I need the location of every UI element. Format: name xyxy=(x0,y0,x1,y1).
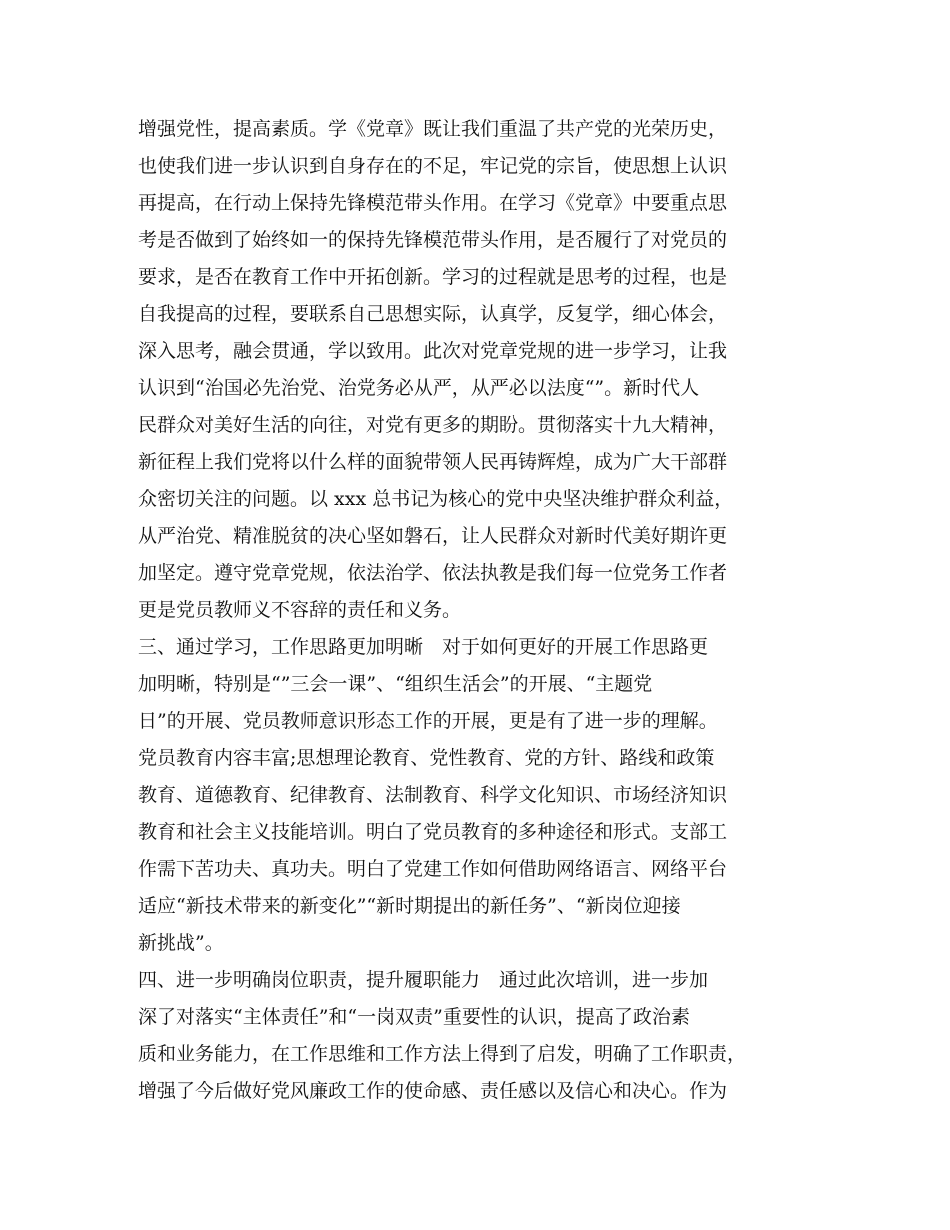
text-line: 自我提高的过程，要联系自己思想实际，认真学，反复学，细心体会， xyxy=(138,303,728,325)
text-line: 作需下苦功夫、真功夫。明白了党建工作如何借助网络语言、网络平台 xyxy=(138,858,728,880)
text-line: 教育和社会主义技能培训。明白了党员教育的多种途径和形式。支部工 xyxy=(138,821,728,843)
section-heading-3: 三、通过学习，工作思路更加明晰 对于如何更好的开展工作思路更 xyxy=(138,636,709,658)
text-line: 要求，是否在教育工作中开拓创新。学习的过程就是思考的过程，也是 xyxy=(138,266,728,288)
text-line: 加坚定。遵守党章党规，依法治学、依法执教是我们每一位党务工作者 xyxy=(138,562,728,584)
section-heading-4: 四、进一步明确岗位职责，提升履职能力 通过此次培训，进一步加 xyxy=(138,969,709,991)
text-line: 深入思考，融会贯通，学以致用。此次对党章党规的进一步学习，让我 xyxy=(138,340,728,362)
text-line: 民群众对美好生活的向往，对党有更多的期盼。贯彻落实十九大精神， xyxy=(138,414,728,436)
text-line: 深了对落实“主体责任”和“一岗双责”重要性的认识，提高了政治素 xyxy=(138,1006,690,1028)
text-line: 日”的开展、党员教师意识形态工作的开展，更是有了进一步的理解。 xyxy=(138,710,718,732)
text-line: 党员教育内容丰富;思想理论教育、党性教育、党的方针、路线和政策 xyxy=(138,747,715,769)
text-line: 认识到“治国必先治党、治党务必从严，从严必以法度“”。新时代人 xyxy=(138,377,700,399)
text-line: 从严治党、精准脱贫的决心坚如磐石，让人民群众对新时代美好期许更 xyxy=(138,525,728,547)
text-line: 也使我们进一步认识到自身存在的不足，牢记党的宗旨，使思想上认识 xyxy=(138,155,728,177)
text-line: 新征程上我们党将以什么样的面貌带领人民再铸辉煌，成为广大干部群 xyxy=(138,451,728,473)
text-line: 加明晰，特别是“”三会一课”、“组织生活会”的开展、“主题党 xyxy=(138,673,653,695)
text-line: 增强了今后做好党风廉政工作的使命感、责任感以及信心和决心。作为 xyxy=(138,1080,728,1102)
text-line: 新挑战”。 xyxy=(138,932,224,954)
text-line: 再提高，在行动上保持先锋模范带头作用。在学习《党章》中要重点思 xyxy=(138,192,728,214)
text-line: 适应“新技术带来的新变化”“新时期提出的新任务”、“新岗位迎接 xyxy=(138,895,681,917)
text-line: 教育、道德教育、纪律教育、法制教育、科学文化知识、市场经济知识 xyxy=(138,784,728,806)
text-line: 增强党性，提高素质。学《党章》既让我们重温了共产党的光荣历史， xyxy=(138,118,728,140)
text-line: 质和业务能力，在工作思维和工作方法上得到了启发，明确了工作职责， xyxy=(138,1043,747,1065)
body-text xyxy=(138,111,828,1110)
text-line: 更是党员教师义不容辞的责任和义务。 xyxy=(138,599,462,621)
text-line: 考是否做到了始终如一的保持先锋模范带头作用，是否履行了对党员的 xyxy=(138,229,728,251)
text-line: 众密切关注的问题。以 xxx 总书记为核心的党中央坚决维护群众利益， xyxy=(138,488,734,510)
